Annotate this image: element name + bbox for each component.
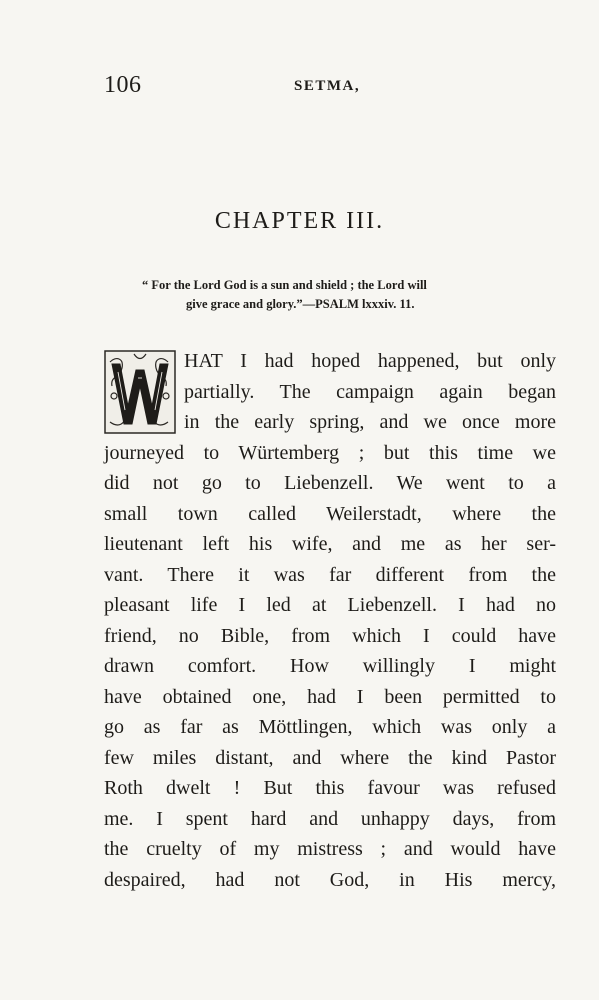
text-line: go as far as Möttlingen, which was only a bbox=[104, 716, 556, 738]
text-line: drawn comfort. How willingly I might bbox=[104, 655, 556, 677]
text-line: the cruelty of my mistress ; and would have bbox=[104, 838, 556, 860]
text-line: journeyed to Würtemberg ; but this time we bbox=[104, 441, 556, 464]
text-line: few miles distant, and where the kind Pastor bbox=[104, 746, 556, 769]
running-head bbox=[104, 72, 556, 100]
text-line: HAT I had hoped happened, but only bbox=[184, 350, 556, 372]
epigraph-line-2: give grace and glory.”—PSALM lxxxiv. 11. bbox=[186, 297, 415, 311]
text-line: small town called Weilerstadt, where the bbox=[104, 502, 556, 525]
text-line: me. I spent hard and unhappy days, from bbox=[104, 807, 556, 830]
chapter-heading: CHAPTER III. bbox=[214, 208, 385, 234]
text-line: have obtained one, had I been permitted to bbox=[104, 685, 556, 708]
epigraph-line-1: “ For the Lord God is a sun and shield ; the Lord will bbox=[142, 278, 427, 292]
body-text bbox=[104, 346, 556, 895]
text-line: pleasant life I led at Liebenzell. I had no bbox=[104, 594, 556, 616]
epigraph bbox=[142, 276, 560, 314]
text-line: despaired, had not God, in His mercy, bbox=[104, 868, 556, 891]
text-line: friend, no Bible, from which I could have bbox=[104, 624, 556, 647]
text-line: in the early spring, and we once more bbox=[184, 411, 556, 433]
text-line: lieutenant left his wife, and me as her ser- bbox=[104, 533, 556, 555]
text-line: did not go to Liebenzell. We went to a bbox=[104, 472, 556, 494]
text-line: vant. There it was far different from the bbox=[104, 563, 556, 586]
text-line: Roth dwelt ! But this favour was refused bbox=[104, 777, 556, 799]
text-line: partially. The campaign again began bbox=[184, 380, 556, 403]
running-title: SETMA, bbox=[294, 78, 361, 94]
page-number: 106 bbox=[104, 72, 142, 98]
